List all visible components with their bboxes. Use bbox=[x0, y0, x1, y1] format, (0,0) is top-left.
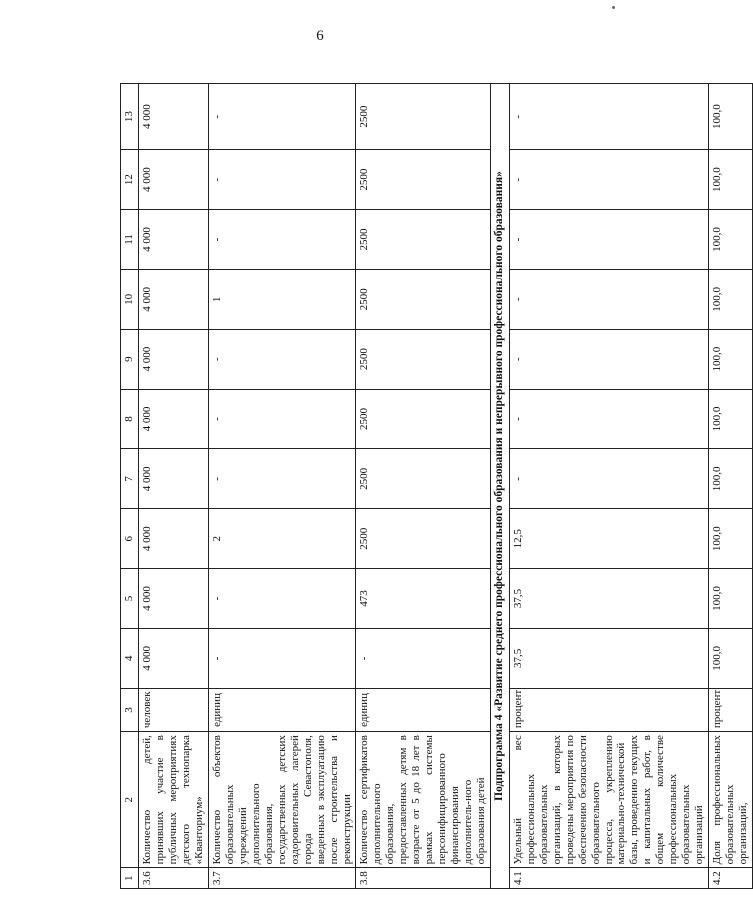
header-cell: 3 bbox=[121, 688, 139, 731]
value-cell: 2500 bbox=[356, 449, 491, 509]
value-cell: 100,0 bbox=[709, 150, 753, 210]
header-cell: 8 bbox=[121, 389, 139, 449]
value-cell: - bbox=[509, 150, 709, 210]
header-cell: 9 bbox=[121, 329, 139, 389]
value-cell: 100,0 bbox=[709, 509, 753, 569]
value-cell: 2500 bbox=[356, 84, 491, 150]
corner-mark bbox=[612, 6, 615, 9]
subprogram-title: Подпрограмма 4 «Развитие среднего профессионального образования и непрерывного профессионального образования» bbox=[491, 84, 510, 889]
value-cell: 4 000 bbox=[138, 389, 208, 449]
row-number: 3.8 bbox=[356, 868, 491, 889]
value-cell: - bbox=[208, 628, 356, 688]
table-row bbox=[509, 84, 709, 889]
header-cell: 10 bbox=[121, 269, 139, 329]
value-cell: 2 bbox=[208, 509, 356, 569]
value-cell: 4 000 bbox=[138, 269, 208, 329]
value-cell: 4 000 bbox=[138, 210, 208, 270]
value-cell: - bbox=[509, 84, 709, 150]
value-cell: - bbox=[208, 150, 356, 210]
header-cell: 6 bbox=[121, 509, 139, 569]
table-row bbox=[356, 84, 491, 889]
value-cell: - bbox=[208, 210, 356, 270]
value-cell: 100,0 bbox=[709, 389, 753, 449]
header-row bbox=[121, 84, 139, 889]
value-cell: 100,0 bbox=[709, 210, 753, 270]
header-cell: 13 bbox=[121, 84, 139, 150]
value-cell: - bbox=[509, 210, 709, 270]
value-cell: - bbox=[208, 329, 356, 389]
indicator-description: Удельный вес профессиональных образовательных организаций, в которых проведены мероприятия по обеспечению безопасности образовательного процесса, укреплению материально-технической базы, проведению текущих и капитальных работ, в общем количестве профессиональных образовательных организаций bbox=[509, 732, 709, 868]
value-cell: 12,5 bbox=[509, 509, 709, 569]
header-cell: 1 bbox=[121, 868, 139, 889]
header-cell: 12 bbox=[121, 150, 139, 210]
subprogram-row bbox=[491, 84, 510, 889]
value-cell: 37,5 bbox=[509, 569, 709, 629]
rotated-table-wrapper bbox=[120, 83, 750, 889]
indicator-table bbox=[120, 83, 753, 889]
indicator-description: Доля профессиональных образовательных организаций, bbox=[709, 732, 753, 868]
unit-cell: единиц bbox=[356, 688, 491, 731]
header-cell: 4 bbox=[121, 628, 139, 688]
value-cell: 473 bbox=[356, 569, 491, 629]
value-cell: 2500 bbox=[356, 329, 491, 389]
value-cell: - bbox=[356, 628, 491, 688]
value-cell: 4 000 bbox=[138, 150, 208, 210]
value-cell: - bbox=[208, 449, 356, 509]
value-cell: 100,0 bbox=[709, 84, 753, 150]
unit-cell: человек bbox=[138, 688, 208, 731]
page-number: 6 bbox=[316, 28, 324, 44]
header-cell: 2 bbox=[121, 732, 139, 868]
value-cell: - bbox=[509, 269, 709, 329]
row-number: 4.2 bbox=[709, 868, 753, 889]
value-cell: - bbox=[509, 449, 709, 509]
table-row bbox=[208, 84, 356, 889]
unit-cell: процент bbox=[509, 688, 709, 731]
unit-cell: единиц bbox=[208, 688, 356, 731]
value-cell: 2500 bbox=[356, 509, 491, 569]
value-cell: 37,5 bbox=[509, 628, 709, 688]
row-number: 3.7 bbox=[208, 868, 356, 889]
header-cell: 7 bbox=[121, 449, 139, 509]
value-cell: 100,0 bbox=[709, 628, 753, 688]
indicator-description: Количество сертификатов дополнительного образования, предоставленных детям в возрасте от 5 до 18 лет в рамках системы персонифицированного финансирования дополнитель-ного образования детей bbox=[356, 732, 491, 868]
value-cell: 2500 bbox=[356, 389, 491, 449]
header-cell: 5 bbox=[121, 569, 139, 629]
value-cell: - bbox=[208, 84, 356, 150]
table-row bbox=[709, 84, 753, 889]
table-row bbox=[138, 84, 208, 889]
value-cell: - bbox=[208, 569, 356, 629]
indicator-description: Количество объектов образовательных учреждений дополнительного образования, государственных детских оздоровительных лагерей города Севастополя, введенных в эксплуатацию после строительства и реконструкции bbox=[208, 732, 356, 868]
indicator-description: Количество детей, принявших участие в публичных мероприятиях детского технопарка «Кванториум» bbox=[138, 732, 208, 868]
value-cell: 2500 bbox=[356, 210, 491, 270]
value-cell: - bbox=[509, 329, 709, 389]
value-cell: 1 bbox=[208, 269, 356, 329]
row-number: 3.6 bbox=[138, 868, 208, 889]
header-cell: 11 bbox=[121, 210, 139, 270]
unit-cell: процент bbox=[709, 688, 753, 731]
value-cell: 2500 bbox=[356, 150, 491, 210]
value-cell: 100,0 bbox=[709, 329, 753, 389]
value-cell: 4 000 bbox=[138, 329, 208, 389]
value-cell: 4 000 bbox=[138, 569, 208, 629]
value-cell: 100,0 bbox=[709, 449, 753, 509]
value-cell: - bbox=[208, 389, 356, 449]
value-cell: 100,0 bbox=[709, 569, 753, 629]
value-cell: 4 000 bbox=[138, 84, 208, 150]
value-cell: 100,0 bbox=[709, 269, 753, 329]
value-cell: 2500 bbox=[356, 269, 491, 329]
row-number: 4.1 bbox=[509, 868, 709, 889]
value-cell: 4 000 bbox=[138, 449, 208, 509]
value-cell: - bbox=[509, 389, 709, 449]
value-cell: 4 000 bbox=[138, 628, 208, 688]
value-cell: 4 000 bbox=[138, 509, 208, 569]
